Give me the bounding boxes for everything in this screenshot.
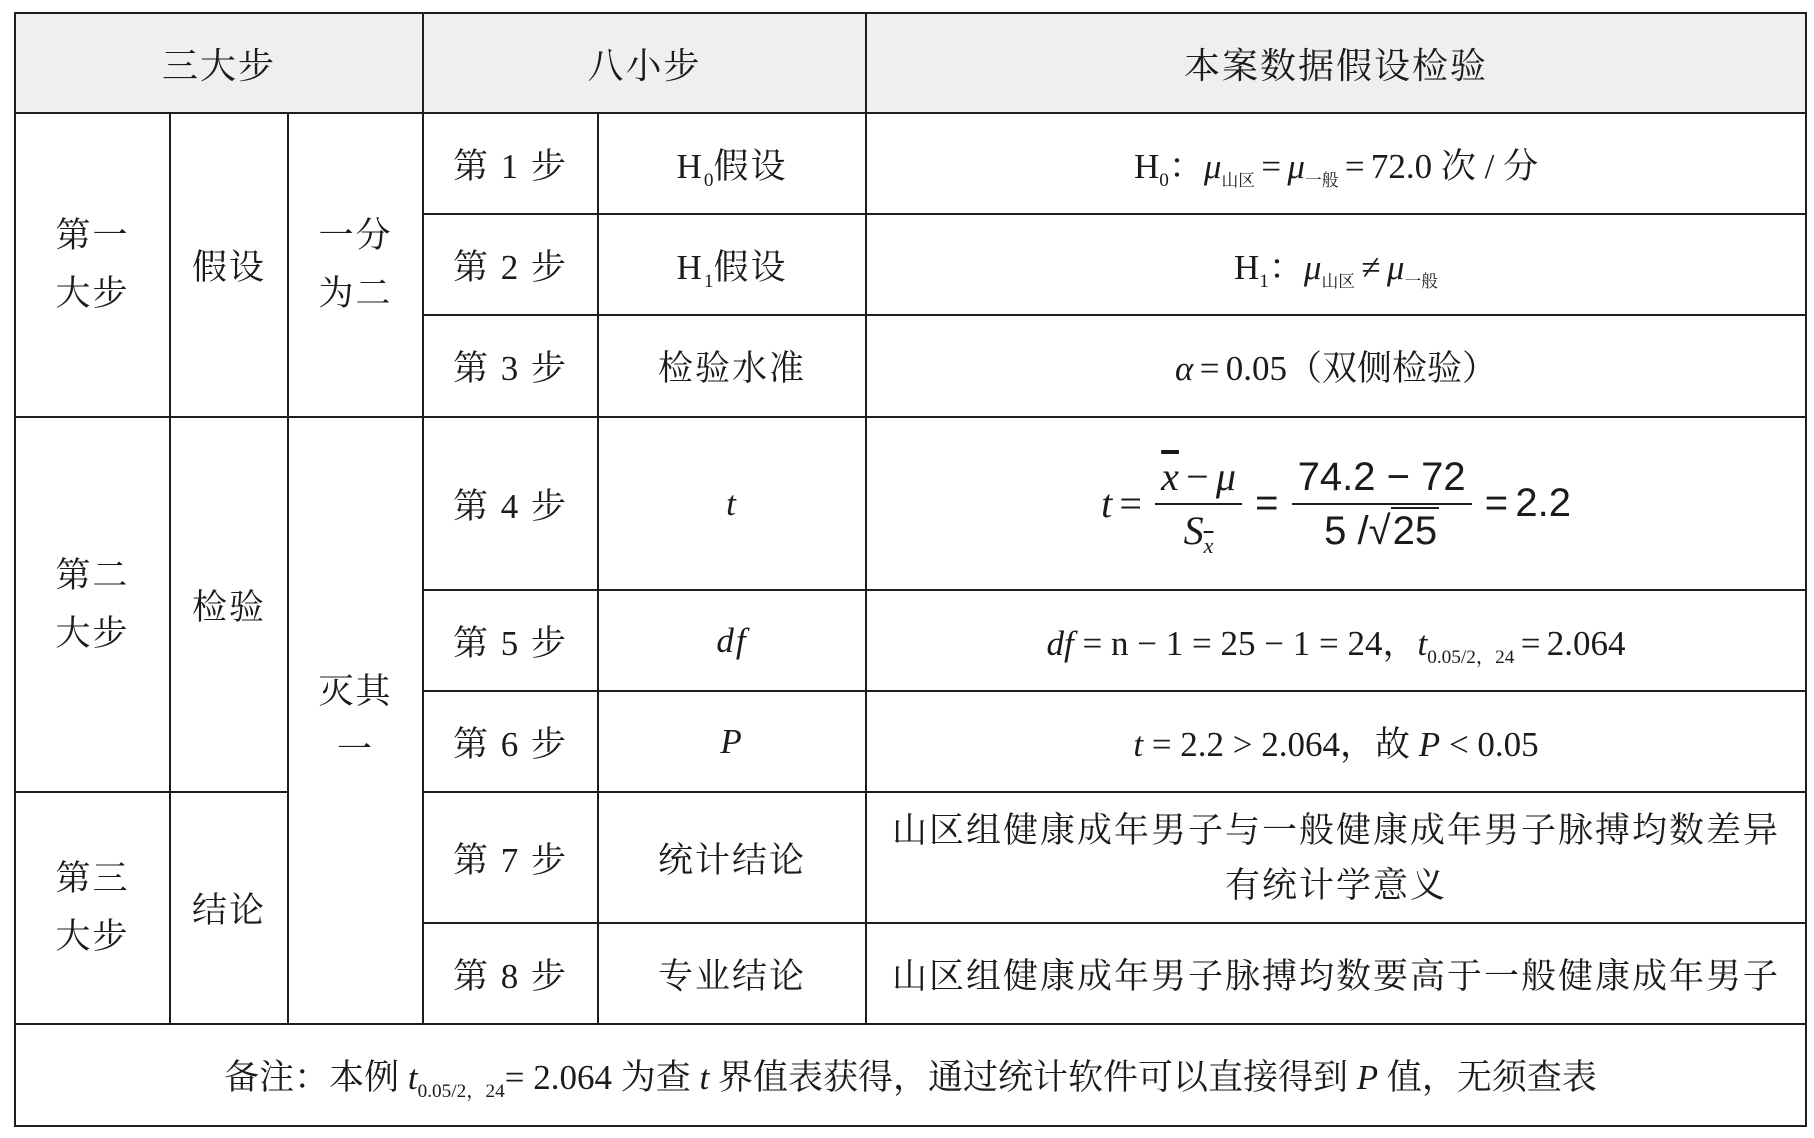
- big-step-2-name: 检验: [170, 417, 288, 792]
- h0-symbol-sub: 0: [1159, 169, 1169, 191]
- header-row: [15, 13, 1806, 113]
- alpha-symbol: α: [1175, 349, 1194, 388]
- h1-neq: ≠: [1361, 247, 1381, 287]
- alpha-note: （双侧检验）: [1286, 349, 1497, 388]
- note-suffix: 值，无须查表: [1386, 1058, 1597, 1097]
- step-8-item: 专业结论: [598, 923, 866, 1024]
- motto-1-line1: 一分: [318, 216, 393, 255]
- step-8-label: 第 8 步: [423, 923, 598, 1024]
- critical-t-symbol: t: [1417, 623, 1428, 663]
- big-step-3-line2: 大步: [55, 917, 130, 956]
- h0-value: 72.0: [1370, 146, 1433, 186]
- step-3-case: [866, 315, 1806, 417]
- note-mid1: = 2.064 为查: [504, 1058, 691, 1097]
- note-t-symbol: t: [407, 1058, 418, 1097]
- t-value-numerator: 74.2 − 72: [1292, 454, 1472, 505]
- h0-colon: ：: [1168, 146, 1204, 186]
- h0-formula: [1133, 146, 1539, 191]
- note-p-symbol: P: [1356, 1058, 1379, 1097]
- motto-2-cell: [288, 417, 423, 1024]
- h1-mu-1: μ: [1303, 247, 1322, 287]
- hypothesis-test-table: [14, 12, 1807, 1127]
- table-row: [15, 792, 1806, 923]
- t-result: 2.2: [1515, 481, 1571, 525]
- note-mid2: 界值表获得，通过统计软件可以直接得到: [718, 1058, 1349, 1097]
- p-row-expression: = 2.2 > 2.064，故: [1151, 724, 1411, 764]
- h1-mu-2-sub: 一般: [1404, 271, 1439, 291]
- df-expression: = n − 1 = 25 − 1 = 24，: [1082, 623, 1418, 663]
- table-row: [15, 113, 1806, 214]
- h1-colon: ：: [1268, 247, 1304, 287]
- big-step-2-line2: 大步: [55, 613, 130, 653]
- t-value-fraction: [1292, 454, 1472, 554]
- step-1-label: 第 1 步: [423, 113, 598, 214]
- motto-1-cell: [288, 113, 423, 417]
- t-value-den-left: 5 /: [1324, 508, 1369, 553]
- hypothesis-test-table-wrapper: [14, 12, 1805, 1127]
- standard-error-symbol: S: [1183, 507, 1204, 553]
- step-2-item-sub: 1: [703, 270, 714, 292]
- t-eq-2: =: [1255, 481, 1279, 525]
- t-formula-minus: −: [1186, 453, 1209, 499]
- h1-mu-2: μ: [1386, 247, 1405, 287]
- h0-mu-1: μ: [1203, 146, 1222, 186]
- step-4-case: [866, 417, 1806, 590]
- step-6-item: P: [598, 691, 866, 792]
- standard-error-sub: x: [1203, 532, 1214, 558]
- p-formula: [1133, 725, 1538, 764]
- step-6-case: [866, 691, 1806, 792]
- stat-conclusion-line2: 有统计学意义: [1225, 865, 1448, 905]
- stat-conclusion-line1: 山区组健康成年男子与一般健康成年男子脉搏均数差异: [892, 810, 1781, 850]
- h0-mu-2: μ: [1287, 146, 1305, 186]
- motto-1-line2: 为二: [318, 274, 393, 313]
- big-step-1-name: 假设: [170, 113, 288, 417]
- step-1-case: [866, 113, 1806, 214]
- sqrt-icon: √: [1368, 508, 1391, 553]
- step-4-label: 第 4 步: [423, 417, 598, 590]
- header-case-hypothesis-test: 本案数据假设检验: [866, 13, 1806, 113]
- sample-mean-symbol: $\overline{x}$: [1161, 453, 1179, 499]
- big-step-1-cell: [15, 113, 170, 417]
- critical-t-value: 2.064: [1546, 623, 1626, 663]
- step-1-item: [598, 113, 866, 214]
- motto-2-line2: 一: [336, 729, 374, 769]
- critical-t-sub: 0.05/2，24: [1427, 646, 1515, 668]
- big-step-3-line1: 第三: [55, 859, 130, 898]
- h0-symbol: H: [1133, 146, 1160, 186]
- step-4-item: t: [598, 417, 866, 590]
- step-2-case: [866, 214, 1806, 315]
- step-6-label: 第 6 步: [423, 691, 598, 792]
- alpha-eq: =: [1199, 349, 1220, 388]
- h1-symbol: H: [1233, 247, 1260, 287]
- t-eq-3: =: [1484, 481, 1509, 525]
- note-row: [15, 1024, 1806, 1126]
- t-formula-fraction: [1155, 453, 1242, 558]
- step-5-label: 第 5 步: [423, 590, 598, 691]
- p-row-t-symbol: t: [1133, 724, 1144, 764]
- step-2-label: 第 2 步: [423, 214, 598, 315]
- header-eight-small-steps: 八小步: [423, 13, 866, 113]
- t-formula-numerator: [1155, 454, 1242, 505]
- step-8-case: 山区组健康成年男子脉搏均数要高于一般健康成年男子: [866, 923, 1806, 1024]
- note-cell: [15, 1024, 1806, 1126]
- step-7-case: [866, 792, 1806, 923]
- critical-t-eq: =: [1520, 623, 1541, 663]
- h1-mu-1-sub: 山区: [1321, 271, 1356, 291]
- population-mean-symbol: μ: [1215, 453, 1236, 499]
- big-step-1-line2: 大步: [55, 274, 130, 313]
- p-comparison: < 0.05: [1448, 724, 1539, 764]
- h0-mu-1-sub: 山区: [1221, 170, 1256, 190]
- step-7-item: 统计结论: [598, 792, 866, 923]
- step-1-item-symbol: H: [676, 146, 704, 186]
- big-step-2-line1: 第二: [55, 555, 130, 595]
- step-5-item: df: [598, 590, 866, 691]
- step-2-item-rest: 假设: [713, 247, 788, 287]
- step-2-item: [598, 214, 866, 315]
- alpha-formula: [1175, 349, 1497, 388]
- big-step-1-line1: 第一: [55, 216, 130, 255]
- step-5-case: [866, 590, 1806, 691]
- t-eq-1: =: [1119, 481, 1142, 526]
- df-formula: [1046, 623, 1626, 668]
- step-7-label: 第 7 步: [423, 792, 598, 923]
- h0-mu-2-sub: 一般: [1304, 170, 1339, 190]
- big-step-3-cell: [15, 792, 170, 1024]
- alpha-value: 0.05: [1225, 349, 1287, 388]
- p-symbol: P: [1418, 724, 1441, 764]
- note-t-sub: 0.05/2，24: [417, 1081, 505, 1103]
- h0-eq-1: =: [1261, 146, 1282, 186]
- header-three-big-steps: 三大步: [15, 13, 423, 113]
- h0-eq-2: =: [1344, 146, 1365, 186]
- note-prefix: 备注：本例: [224, 1058, 400, 1097]
- sqrt-radicand: 25: [1392, 508, 1438, 553]
- h0-unit: 次 / 分: [1440, 146, 1539, 186]
- h1-formula: [1233, 247, 1439, 292]
- t-value-denominator: [1318, 505, 1445, 554]
- t-statistic-formula: [1101, 453, 1571, 558]
- big-step-2-cell: [15, 417, 170, 792]
- step-3-label: 第 3 步: [423, 315, 598, 417]
- note-text: [224, 1058, 1597, 1103]
- step-1-item-sub: 0: [703, 169, 714, 191]
- big-step-3-name: 结论: [170, 792, 288, 1024]
- table-row: [15, 417, 1806, 590]
- motto-2-line1: 灭其: [318, 671, 393, 711]
- step-2-item-symbol: H: [676, 247, 704, 287]
- h1-symbol-sub: 1: [1259, 270, 1269, 292]
- step-3-item: 检验水准: [598, 315, 866, 417]
- step-1-item-rest: 假设: [713, 146, 788, 186]
- t-formula-denominator: [1178, 505, 1220, 558]
- note-t2-symbol: t: [699, 1058, 710, 1097]
- t-symbol: t: [1101, 481, 1113, 526]
- df-symbol: df: [1046, 623, 1074, 663]
